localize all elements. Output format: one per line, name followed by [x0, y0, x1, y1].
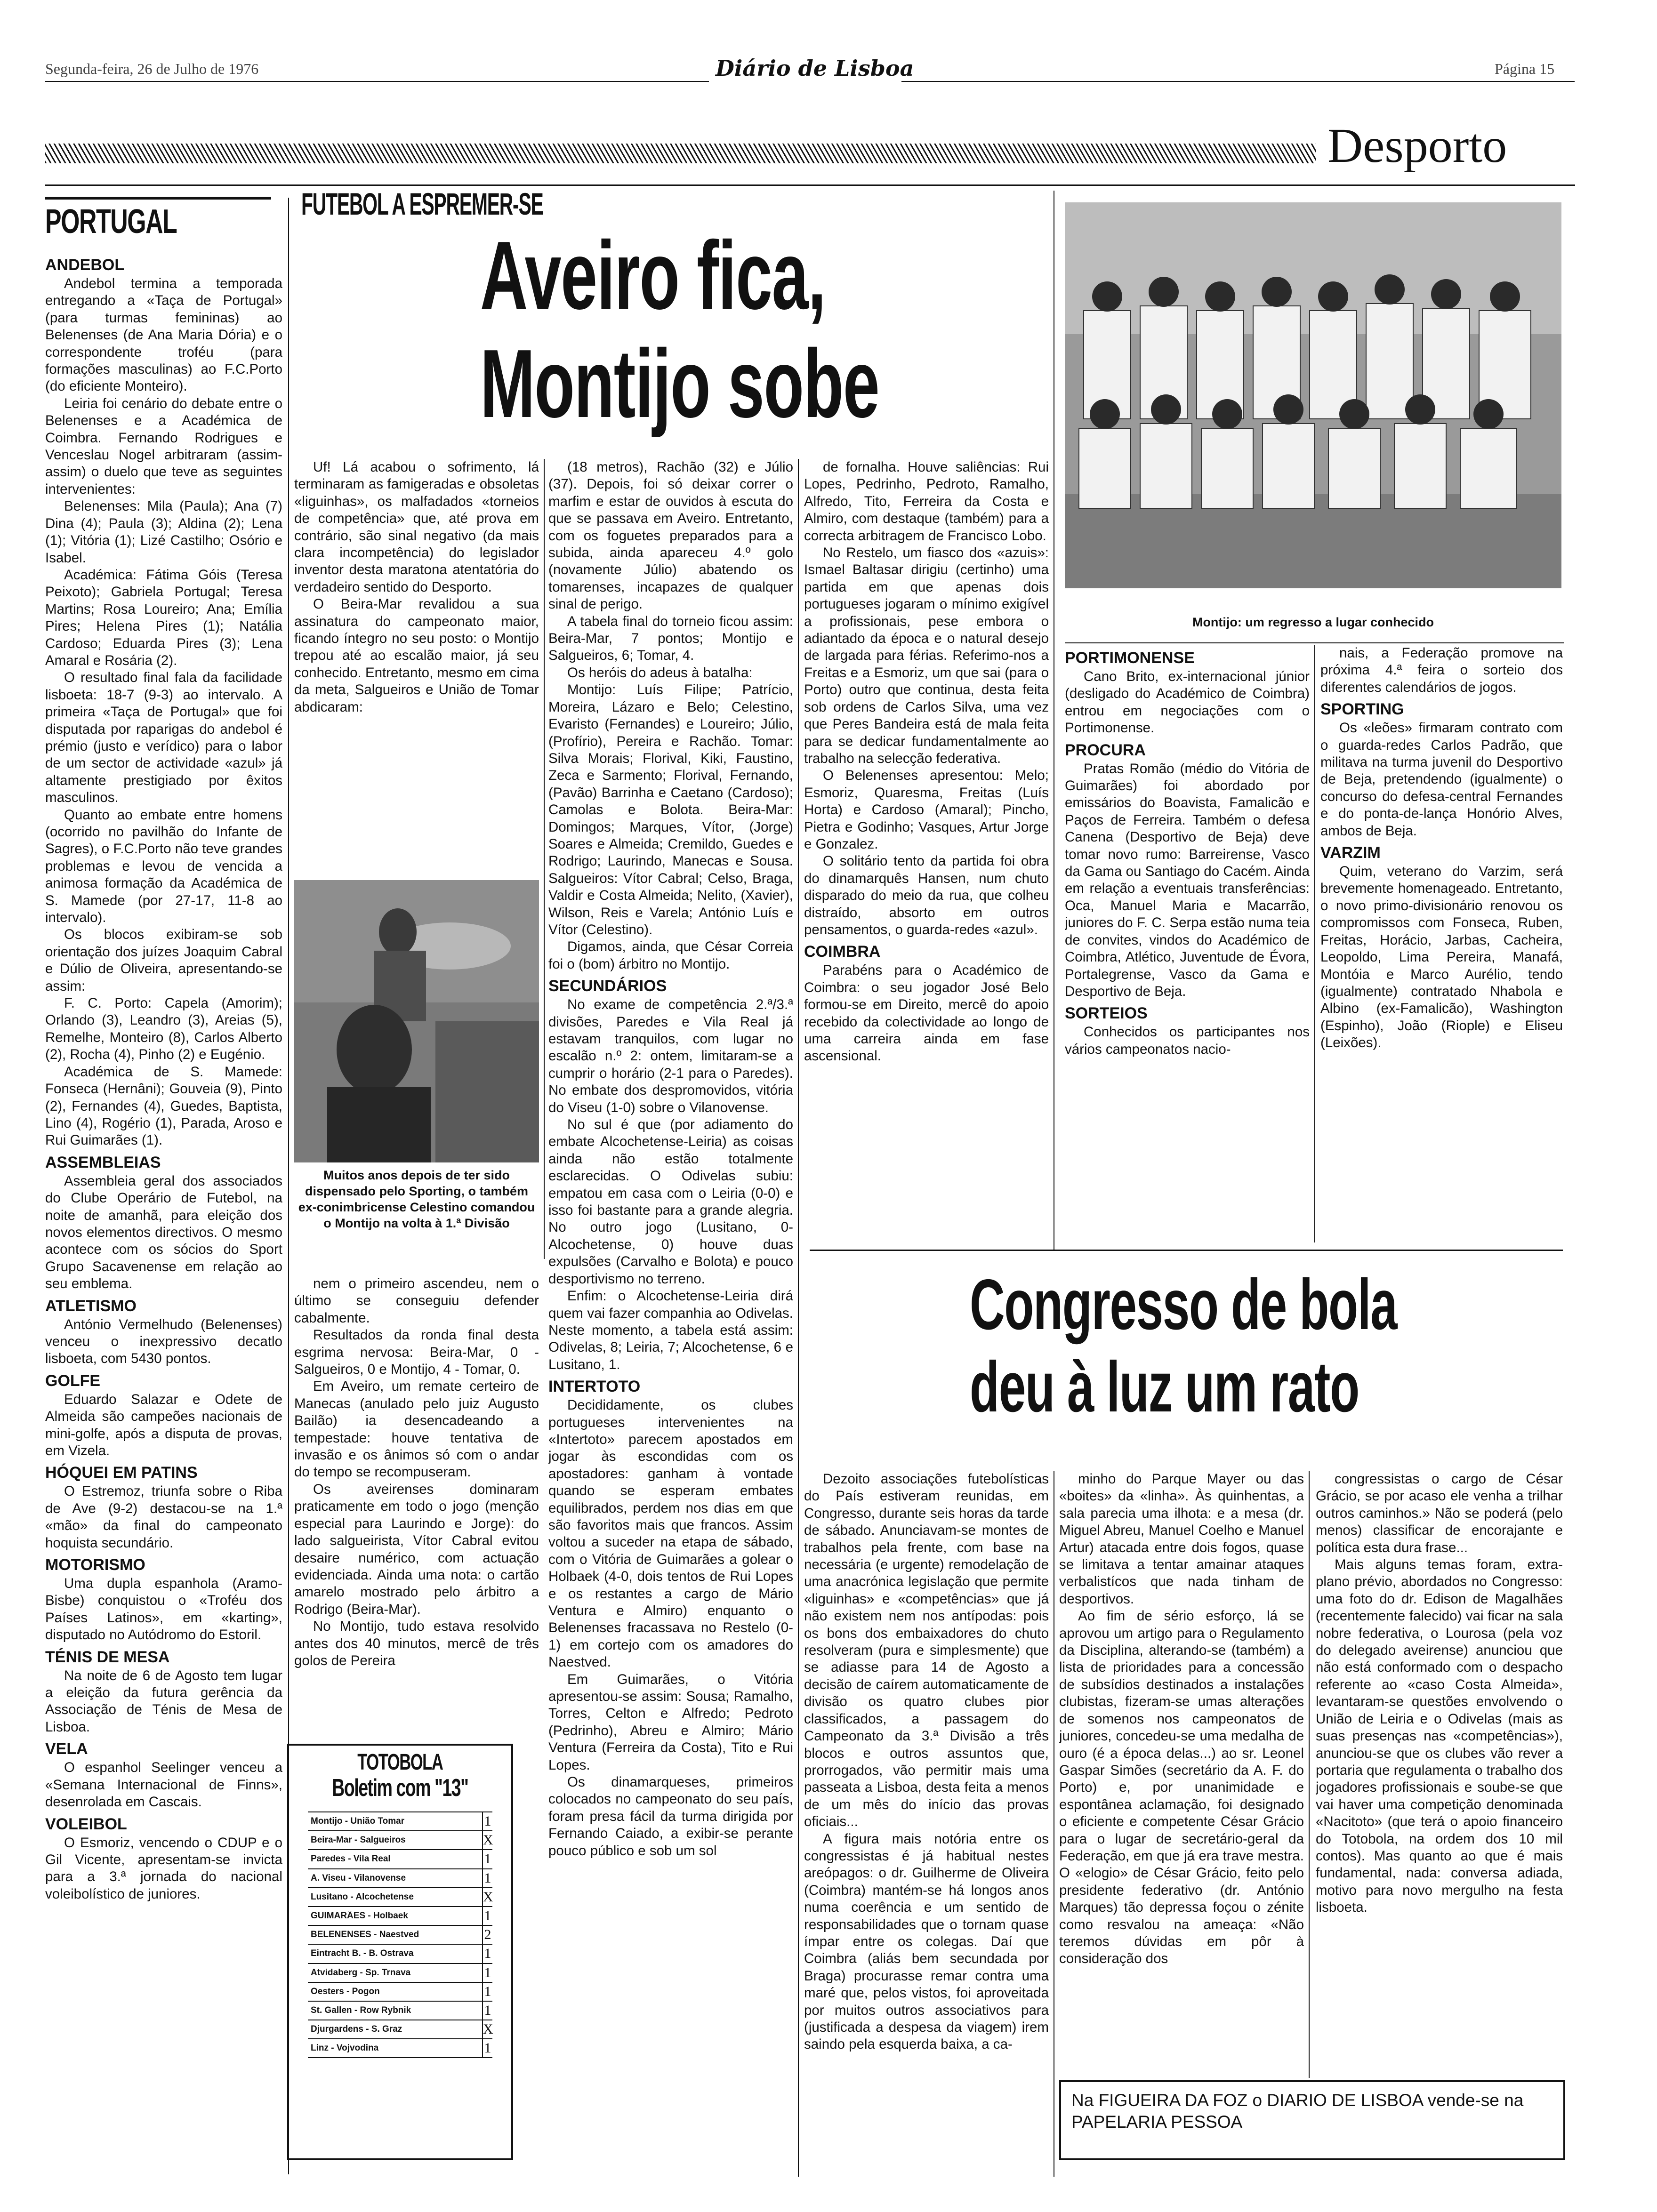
totobola-title: TOTOBOLA [357, 1750, 443, 1774]
totobola-result: 1 [482, 1945, 492, 1963]
totobola-result: X [482, 2020, 492, 2038]
paragraph: Os dinamarqueses, primeiros colocados no campeonato do seu país, foram presa fácil da turma dirigida por Fernando Caiado, a exibir-se perante pouco público e sob um sol [548, 1774, 793, 1859]
totobola-result: 1 [482, 1850, 492, 1868]
section-title: Desporto [1327, 119, 1507, 173]
totobola-result: 1 [482, 1907, 492, 1925]
totobola-result: 1 [482, 2002, 492, 2020]
totobola-match: GUIMARÃES - Holbaek [311, 1911, 408, 1921]
congresso-column-1 [804, 1471, 1049, 2177]
totobola-result: X [482, 1831, 492, 1849]
paragraph: Eduardo Salazar e Odete de Almeida são campeões nacionais de mini-golfe, após a disputa de provas, em Vizela. [45, 1391, 282, 1459]
subhead-intertoto: INTERTOTO [548, 1378, 641, 1396]
totobola-result: 1 [482, 1964, 492, 1982]
paragraph: Parabéns para o Académico de Coimbra: o seu jogador José Belo formou-se em Direito, mercê do apoio recebido da colectividade ao longo de uma carreira ainda em fase ascensional. [804, 962, 1049, 1064]
paragraph: Leiria foi cenário do debate entre o Belenenses e a Académica de Coimbra. Fernando Rodrigues e Venceslau Nogel arbitraram (assim-assim) o duelo que teve as seguintes intervenientes: [45, 395, 282, 497]
page-number: Página 15 [1495, 60, 1555, 77]
paragraph: Em Guimarães, o Vitória apresentou-se assim: Sousa; Ramalho, Torres, Celton e Alfredo; Pedroto (Pedrinho), Abreu e Almiro; Mário Ventura (Ferreira da Costa), Tito e Rui Lopes. [548, 1671, 793, 1773]
paragraph: nais, a Federação promove na próxima 4.ª feira o sorteio dos diferentes calendários de jogos. [1320, 645, 1563, 695]
briefs-top-rule [1065, 642, 1564, 643]
totobola-row [308, 1831, 492, 1850]
paragraph: O Estremoz, triunfa sobre o Riba de Ave (9-2) destacou-se na 1.ª «mão» da final do campeonato hoquista secundário. [45, 1483, 282, 1551]
congresso-top-rule [810, 1250, 1563, 1251]
divider-briefs [1314, 645, 1315, 1242]
paragraph: Digamos, ainda, que César Correia foi o (bom) árbitro no Montijo. [548, 939, 793, 972]
section-underline [45, 184, 1575, 186]
paragraph: Enfim: o Alcochetense-Leiria dirá quem vai fazer companhia ao Odivelas. Neste momento, a tabela está assim: Odivelas, 8; Leiria, 7; Alcochetense, 6 e Lusitano, 1. [548, 1288, 793, 1372]
photo-celestino [294, 880, 539, 1162]
paragraph: Cano Brito, ex-internacional júnior (desligado do Académico de Coimbra) entrou em negociações com o Portimonense. [1065, 669, 1310, 736]
subhead-varzim: VARZIM [1320, 844, 1381, 862]
totobola-row [308, 1850, 492, 1869]
totobola-row [308, 1812, 492, 1831]
paragraph: No sul é que (por adiamento do embate Alcochetense-Leiria) as coisas ainda não estão totalmente esclarecidas. O Odivelas subiu: empatou em casa com o Leiria (0-0) e isso foi bastante para a grande alegria. No outro jogo (Lusitano, 0-Alcochetense, 0) houve duas expulsões (Carvalho e Bolota) e pouco desportivismo no terreno. [548, 1117, 793, 1287]
totobola-match: Oesters - Pogon [311, 1986, 380, 1996]
totobola-row [308, 1945, 492, 1964]
paragraph: O resultado final fala da facilidade lisboeta: 18-7 (9-3) ao intervalo. A primeira «Taça de Portugal» que foi disputada por raparigas do andebol é prémio (justo e verídico) para o labor de um sector de actividade «azul» já altamente prestigiado por êxitos masculinos. [45, 670, 282, 806]
subhead-motorismo: MOTORISMO [45, 1556, 145, 1574]
portugal-top-rule [45, 197, 271, 200]
totobola-result: 1 [482, 2039, 492, 2057]
totobola-row [308, 1907, 492, 1926]
subhead-sorteios: SORTEIOS [1065, 1004, 1148, 1023]
paragraph: Montijo: Luís Filipe; Patrício, Moreira, Lázaro e Belo; Celestino, Evaristo (Fernandes) e Loureiro; Júlio, (Profírio), Pereira e Rachão. Tomar: Silva Morais; Florival, Kiki, Faustino, Zeca e Sarmento; Florival, Fernando, (Pavão) Barrinha e Caetano (Cardoso); Camolas e Bolota. Beira-Mar: Domingos; Marques, Vítor, (Jorge) Soares e Almeida; Cremildo, Guedes e Rodrigo; Laurindo, Manecas e Sousa. Salgueiros: Vítor Cabral; Celso, Braga, Valdir e Costa Almeida; Nelito, (Xavier), Wilson, Reis e Varela; António Luís e Vítor (Celestino). [548, 682, 793, 938]
briefs-column-a [1065, 645, 1310, 1242]
header-date: Segunda-feira, 26 de Julho de 1976 [45, 60, 259, 77]
paragraph: Uf! Lá acabou o sofrimento, lá terminaram as famigeradas e obsoletas «liguinhas», os malfadados «torneios de competência» que, até prova em contrário, são sinal negativo (da mais clara incompetência) do legislador inventor desta maratona atentatória do verdadeiro sentido do Desporto. [294, 459, 539, 595]
photo-montijo-team [1065, 202, 1561, 588]
paragraph: Académica de S. Mamede: Fonseca (Hernâni); Gouveia (9), Pinto (2), Fernandes (4), Guedes, Baptista, Lino (4), Rogério (1), Parada, Aroso e Rui Guimarães (1). [45, 1064, 282, 1148]
footer-note-text: Na FIGUEIRA DA FOZ o DIARIO DE LISBOA vende-se na PAPELARIA PESSOA [1071, 2091, 1524, 2132]
subhead-procura: PROCURA [1065, 741, 1146, 759]
portugal-title: PORTUGAL [45, 203, 177, 240]
subhead-sporting: SPORTING [1320, 700, 1404, 719]
paragraph: No Montijo, tudo estava resolvido antes dos 40 minutos, mercê de três golos de Pereira [294, 1619, 539, 1668]
paragraph: Decididamente, os clubes portugueses intervenientes na «Intertoto» parecem apostados em jogar às escondidas com os apostadores: ganham à vontade quando se esperam embates equilibrados, perdem nos dias em que são favoritos mais que francos. Assim voltou a suceder na etapa de sábado, com o Vitória de Guimarães a golear o Holbaek (4-0, dois tentos de Rui Lopes e os restantes a cargo de Mário Ventura e Almiro) enquanto o Belenenses fracassava no Restelo (0-1) em cortejo com os amadores do Naestved. [548, 1397, 793, 1670]
totobola-row [308, 2039, 492, 2058]
paragraph: No exame de competência 2.ª/3.ª divisões, Paredes e Vila Real já estavam tranquilos, com lugar no escalão n.º 2: ontem, limitaram-se a cumprir o horário (2-1 para o Paredes). No embate dos despromovidos, vitória do Viseu (1-0) sobre o Vilanovense. [548, 997, 793, 1115]
paragraph: nem o primeiro ascendeu, nem o último se conseguiu defender cabalmente. [294, 1276, 539, 1326]
totobola-row [308, 1926, 492, 1945]
totobola-match: Montijo - União Tomar [311, 1816, 405, 1827]
photo-montijo-caption: Montijo: um regresso a lugar conhecido [1192, 615, 1434, 629]
headline-line-2: Montijo sobe [480, 329, 879, 438]
paragraph: Os heróis do adeus à batalha: [567, 665, 753, 681]
paragraph: Quim, veterano do Varzim, será brevemente homenageado. Entretanto, o novo primo-divisionário renovou os compromissos com Fonseca, Ruben, Freitas, Horácio, Jarbas, Cacheira, Leopoldo, Lima Pereira, Manafá, Montóia e Marco Aurélio, tendo (igualmente) contratado Nhabola e Albino (ex-Famalicão), Washington (Espinho), João (Riople) e Eliseu (Leixões). [1320, 864, 1563, 1051]
totobola-match: Lusitano - Alcochetense [311, 1891, 414, 1902]
paragraph: minho do Parque Mayer ou das «boites» da «linha». Às quinhentas, a sala parecia uma ilhota: e a mesa (dr. Miguel Abreu, Manuel Coelho e Manuel Artur) atacada entre dois fogos, quase se limitava a tentar amainar ataques verbalistícos que nada tinham de desportivos. [1059, 1471, 1304, 1607]
congresso-column-3 [1316, 1471, 1563, 2078]
paragraph: Os «leões» firmaram contrato com o guarda-redes Carlos Padrão, que militava na turma juvenil do Desportivo de Beja, pretendendo (igualmente) o concurso do defesa-central Fernandes e do ponta-de-lança Honório Alves, ambos de Beja. [1320, 720, 1563, 839]
paragraph: Resultados da ronda final desta esgrima nervosa: Beira-Mar, 0 - Salgueiros, 0 e Montijo, 4 - Tomar, 0. [294, 1327, 539, 1378]
paragraph: A figura mais notória entre os congressistas é já habitual nestes areópagos: o dr. Guilherme de Oliveira (Coimbra) mantém-se há longos anos numa coerência e um sentido de responsabilidades que o tornam quase ímpar entre os colegas. Daí que Coimbra (aliás bem secundada por Braga) procurasse remar contra uma maré que, pelos vistos, foi aproveitada por muitos outros associativos para (justificada a despesa da viagem) irem saindo pela esquerda baixa, a ca- [804, 1831, 1049, 2052]
paragraph: O Esmoriz, vencendo o CDUP e o Gil Vicente, apresentam-se invicta para a 3.ª jornada do nacional voleibolístico de juniores. [45, 1835, 282, 1902]
paragraph: Ao fim de sério esforço, lá se aprovou um artigo para o Regulamento da Disciplina, alterando-se (também) a lista de prioridades para a concessão de subsídios destinados a instalações clubistas, fizeram-se umas alterações de somenos nos campeonatos de juniores, concedeu-se uma medalha de ouro (é a época delas...) ao sr. Leonel Gaspar Simões (secretário da A. F. do Porto) e, por unanimidade e espontânea aclamação, foi designado o eficiente e competente César Grácio para o lugar de secretário-geral da Federação, em que já era trave mestra. O «elogio» de César Grácio, feito pelo presidente federativo (dr. António Marques) tão depressa foçou o zénite como resvalou na ameaça: «Não teremos dúvidas em pôr à consideração dos [1059, 1608, 1304, 1967]
paragraph: Andebol termina a temporada entregando a «Taça de Portugal» (para turmas femininas) ao Belenenses (de Ana Maria Dória) e o correspondente troféu (para formações masculinas) ao F.C.Porto (do eficiente Monteiro). [45, 276, 282, 394]
totobola-match: BELENENSES - Naestved [311, 1930, 419, 1940]
subhead-andebol: ANDEBOL [45, 256, 125, 274]
totobola-row [308, 1964, 492, 1983]
article-column-2 [548, 459, 793, 2177]
subhead-assembleias: ASSEMBLEIAS [45, 1153, 161, 1171]
totobola-match: Paredes - Vila Real [311, 1854, 391, 1864]
totobola-row [308, 1869, 492, 1888]
totobola-row [308, 2002, 492, 2020]
totobola-match: Eintracht B. - B. Ostrava [311, 1948, 414, 1959]
subhead-vela: VELA [45, 1740, 88, 1758]
subhead-secund-rios: SECUNDÁRIOS [548, 977, 667, 995]
totobola-match: Linz - Vojvodina [311, 2043, 379, 2053]
masthead: Diário de Lisboa [716, 56, 914, 81]
section-hatch-band [45, 144, 1316, 163]
subhead-t-nis-de-mesa: TÉNIS DE MESA [45, 1648, 170, 1666]
congresso-column-2 [1059, 1471, 1304, 2078]
totobola-row [308, 2020, 492, 2039]
totobola-match: St. Gallen - Row Rybnik [311, 2005, 411, 2015]
totobola-match: Djurgardens - S. Graz [311, 2024, 402, 2035]
totobola-match: Beira-Mar - Salgueiros [311, 1835, 406, 1845]
totobola-row [308, 1983, 492, 2002]
subhead-coimbra: COIMBRA [804, 943, 881, 961]
paragraph: A tabela final do torneio ficou assim: Beira-Mar, 7 pontos; Montijo e Salgueiros, 6; Tomar, 4. [548, 613, 793, 664]
congresso-headline-1: Congresso de bola [970, 1266, 1397, 1345]
paragraph: Na noite de 6 de Agosto tem lugar a eleição da futura gerência da Associação de Ténis de Mesa de Lisboa. [45, 1667, 282, 1735]
totobola-result: 1 [482, 1869, 492, 1887]
paragraph: No Restelo, um fiasco dos «azuis»: Ismael Baltasar dirigiu (certinho) uma partida em que apenas dois portugueses jogaram o mínimo exigível a profissionais, pese embora o adiantado da época e o natural desejo de largada para férias. Referimo-nos a Freitas e a Esmoriz, um que sai (para o Porto) outro que continua, desta feita sob ordens de Carlos Silva, uma vez que Peres Bandeira está de mala feita para se dedicar fundamentalmente ao trabalho na selecção federativa. [804, 545, 1049, 766]
article-kicker: FUTEBOL A ESPREMER-SE [301, 186, 543, 221]
footer-note-box [1059, 2080, 1565, 2160]
paragraph: congressistas o cargo de César Grácio, se por acaso ele venha a trilhar outros caminhos.» Não se poderá (pelo menos) classificar de encorajante e política esta dura frase... [1316, 1471, 1563, 1555]
divider-m1a [544, 459, 545, 1259]
paragraph: Os blocos exibiram-se sob orientação dos juízes Joaquim Cabral e Dúlio de Oliveira, apresentando-se assim: [45, 927, 282, 994]
totobola-result: 1 [482, 1812, 492, 1830]
totobola-result: 2 [482, 1926, 492, 1944]
paragraph: Os aveirenses dominaram praticamente em todo o jogo (menção especial para Laurindo e Jorge): do lado salgueirista, Vítor Cabral evitou desaire numérico, com actuação evidenciada. Ainda uma nota: o cartão amarelo mostrado pelo árbitro a Rodrigo (Beira-Mar). [294, 1481, 539, 1617]
totobola-row [308, 1888, 492, 1907]
totobola-subtitle: Boletim com "13" [332, 1774, 468, 1802]
totobola-match: A. Viseu - Vilanovense [311, 1873, 406, 1883]
paragraph: Belenenses: Mila (Paula); Ana (7) Dina (4); Paula (3); Aldina (2); Lena (1); Vitória (1); Lizé Castilho; Osório e Isabel. [45, 498, 282, 566]
totobola-box [287, 1744, 513, 2160]
article-column-1 [294, 459, 539, 873]
header-rule-right [901, 81, 1575, 82]
paragraph: de fornalha. Houve saliências: Rui Lopes, Pedrinho, Pedroto, Ramalho, Alfredo, Tito, Ferreira da Costa e Almiro, com destaque (também) para a correcta arbitragem de Francisco Lobo. [804, 459, 1049, 544]
portugal-column [45, 252, 282, 2177]
paragraph: Assembleia geral dos associados do Clube Operário de Futebol, na noite de amanhã, para eleição dos novos elementos directivos. O mesmo acontece com os sócios do Sport Grupo Sacavenense em relação ao seu emblema. [45, 1173, 282, 1292]
totobola-match: Atvidaberg - Sp. Trnava [311, 1967, 411, 1978]
paragraph: O solitário tento da partida foi obra do dinamarquês Hansen, num chuto disparado do meio da rua, que colheu distraído, absorto em outros pensamentos, o guarda-redes «azul». [804, 853, 1049, 938]
divider-c2 [1309, 1471, 1310, 2078]
paragraph: Pratas Romão (médio do Vitória de Guimarães) foi abordado por emissários do Boavista, Famalicão e Paços de Ferreira. Também o defesa Canena (Desportivo de Beja) deve tomar novo rumo: Barreirense, Vasco da Gama ou Santiago do Cacém. Ainda em relação a eventuais transferências: Oca, Manuel Maria e Macarrão, juniores do F. C. Serpa estão numa teia de convites, vindos do Académico de Coimbra, Atlético, Juventude de Évora, Portalegrense, Vasco da Gama e Desportivo de Beja. [1065, 761, 1310, 999]
paragraph: F. C. Porto: Capela (Amorim); Orlando (3), Leandro (3), Areias (5), Remelhe, Monteiro (8), Carlos Alberto (2), Rocha (4), Pinho (2) e Eugénio. [45, 995, 282, 1063]
paragraph: O espanhol Seelinger venceu a «Semana Internacional de Finns», desenrolada em Cascais. [45, 1760, 282, 1810]
paragraph: Quanto ao embate entre homens (ocorrido no pavilhão do Infante de Sagres), o F.C.Porto não teve grandes problemas e levou de vencida a animosa formação da Académica de S. Mamede (por 27-17, 11-8 ao intervalo). [45, 807, 282, 926]
paragraph: O Belenenses apresentou: Melo; Esmoriz, Quaresma, Freitas (Luís Horta) e Cardoso (Amaral); Pincho, Pietra e Godinho; Vasques, Artur Jorge e Gonzalez. [804, 768, 1049, 852]
paragraph: Mais alguns temas foram, extra-plano prévio, abordados no Congresso: uma foto do dr. Edison de Magalhães (recentemente falecido) vai ficar na sala nobre federativa, o Lourosa (pela voz do delegado aveirense) anunciou que não está conformado com o despacho referente ao «caso Costa Almeida», levantaram-se questões envolvendo o União de Leiria e o Odivelas (mais as suas presenças nas «competências»), anunciou-se que os clubes vão rever a portaria que regulamenta o trabalho dos jogadores profissionais e soube-se que vai haver uma competição denominada «Nacitoto» (que terá o apoio financeiro do Totobola, na ordem dos 10 mil contos). Mas quanto ao que é mais fundamental, nada: conversa adiada, motivo para novo mergulho na festa lisboeta. [1316, 1557, 1563, 1915]
paragraph: Académica: Fátima Góis (Teresa Peixoto); Gabriela Portugal; Teresa Martins; Rosa Loureiro; Ana; Emília Pires; Helena Pires (1); Natália Cardoso; Eduarda Pires (3); Lena Amaral e Rosária (2). [45, 567, 282, 668]
briefs-column-b [1320, 645, 1563, 1242]
congresso-headline-2: deu à luz um rato [970, 1348, 1359, 1427]
subhead-atletismo: ATLETISMO [45, 1297, 137, 1315]
totobola-result: X [482, 1888, 492, 1906]
paragraph: António Vermelhudo (Belenenses) venceu o inexpressivo decatlo lisboeta, com 5430 pontos. [45, 1316, 282, 1367]
article-column-3 [804, 459, 1049, 1235]
header-rule-left [45, 81, 709, 82]
headline-line-1: Aveiro fica, [480, 221, 826, 329]
paragraph: O Beira-Mar revalidou a sua assinatura do campeonato maior, ficando íntegro no seu posto: o Montijo trepou até ao escalão maior, já seu conhecido. Entretanto, mesmo em cima da meta, Salgueiros e União de Tomar abdicaram: [294, 596, 539, 715]
paragraph: Uma dupla espanhola (Aramo-Bisbe) conquistou o «Troféu dos Países Latinos», em «karting», disputado no Autódromo do Estoril. [45, 1576, 282, 1643]
subhead-golfe: GOLFE [45, 1371, 101, 1390]
article-column-1-continued [294, 1275, 539, 1727]
totobola-list [308, 1811, 492, 2058]
subhead-portimonense: PORTIMONENSE [1065, 649, 1195, 667]
photo-celestino-caption: Muitos anos depois de ter sido dispensado pelo Sporting, o também ex-conimbricense Celestino comandou o Montijo na volta à 1.ª Divisão [298, 1168, 535, 1230]
subhead-h-quei-em-patins: HÓQUEI EM PATINS [45, 1464, 198, 1482]
paragraph: (18 metros), Rachão (32) e Júlio (37). Depois, foi só deixar correr o marfim e estar de ouvidos à escuta do que se passava em Aveiro. Entretanto, com os foguetes preparados para a subida, ainda apareceu 4.º golo (novamente Júlio) abatendo os tomarenses, incapazes de qualquer sinal de perigo. [548, 459, 793, 612]
paragraph: Conhecidos os participantes nos vários campeonatos nacio- [1065, 1024, 1310, 1057]
subhead-voleibol: VOLEIBOL [45, 1815, 127, 1833]
divider-m2 [798, 459, 799, 2177]
paragraph: Dezoito associações futebolísticas do País estiveram reunidas, em Congresso, durante seis horas da tarde de sábado. Anunciavam-se montes de trabalhos pela frente, com base na necessária (e urgente) remodelação de uma anacrónica legislação que permite «liguinhas» e «competências» que já não existem nem nos antípodas: pois os bons dos embaixadores do chuto resolveram (pura e simplesmente) que se adiasse para 14 de Agosto a decisão de caírem automaticamente de divisão os quatro clubes pior classificados, a passagem do Campeonato da 3.ª Divisão a três blocos e outros assuntos que, prorrogados, vão permitir mais uma passeata a Lisboa, desta feita a menos de um mês do início das provas oficiais... [804, 1471, 1049, 1830]
paragraph: Em Aveiro, um remate certeiro de Manecas (anulado pelo juiz Augusto Bailão) ia desencadeando a tempestade: houve tentativa de invasão e os ânimos só com o andar do tempo se recompuseram. [294, 1378, 539, 1480]
totobola-result: 1 [482, 1983, 492, 2001]
